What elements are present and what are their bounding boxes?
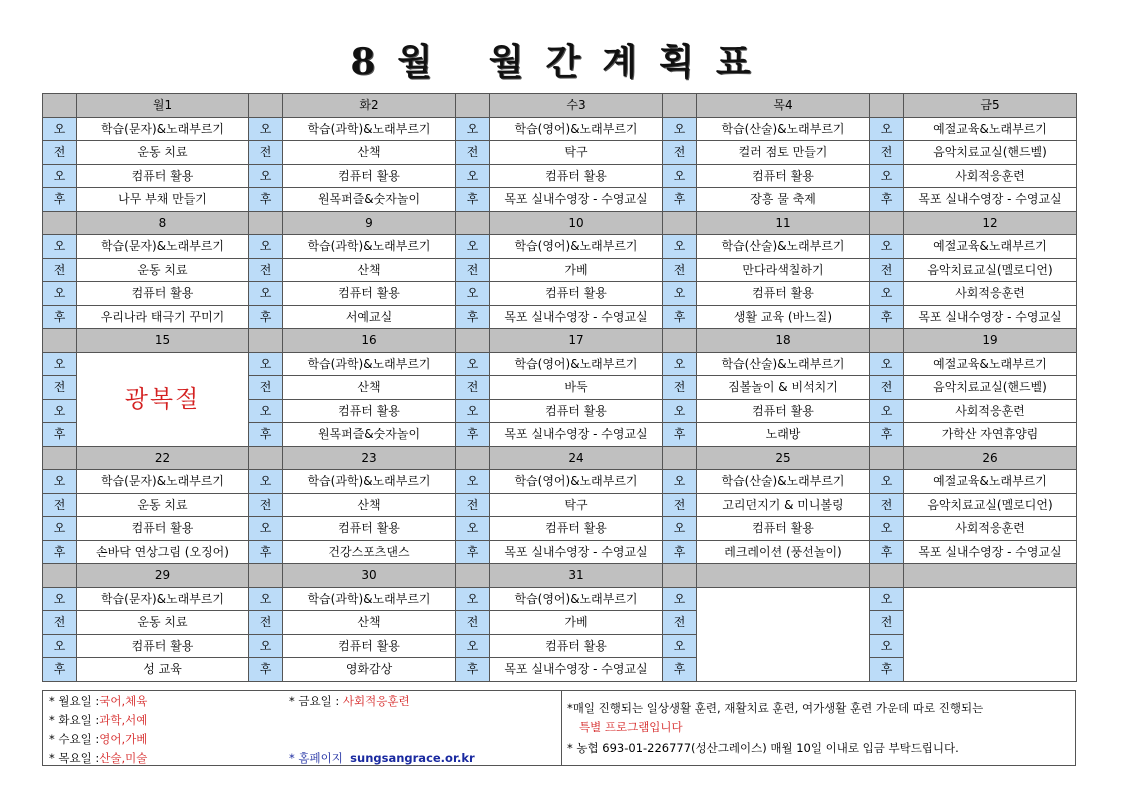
- ampm-label: 오: [663, 235, 697, 259]
- ampm-label: 오: [43, 470, 77, 494]
- activity-cell: 산책: [283, 493, 456, 517]
- ampm-label: 오: [43, 634, 77, 658]
- ampm-header-blank: [870, 211, 904, 235]
- ampm-label: 오: [456, 517, 490, 541]
- empty-day-cell: [904, 587, 1077, 681]
- legend-monday: [49, 694, 147, 708]
- ampm-header-blank: [663, 329, 697, 353]
- legend-label: * 금요일 :: [289, 694, 340, 708]
- activity-cell: 목포 실내수영장 - 수영교실: [904, 305, 1077, 329]
- ampm-label: 오: [663, 470, 697, 494]
- day-date: 17: [490, 329, 663, 353]
- legend-value: 산술,미술: [99, 751, 148, 765]
- activity-cell: 생활 교육 (바느질): [697, 305, 870, 329]
- ampm-header-blank: [43, 564, 77, 588]
- activity-cell: 컴퓨터 활용: [77, 282, 249, 306]
- activity-row: [43, 540, 1077, 564]
- activity-row: [43, 352, 1077, 376]
- activity-cell: 탁구: [490, 141, 663, 165]
- activity-cell: 가학산 자연휴양림: [904, 423, 1077, 447]
- ampm-header-blank: [43, 94, 77, 118]
- activity-cell: 학습(문자)&노래부르기: [77, 470, 249, 494]
- ampm-label: 오: [870, 517, 904, 541]
- ampm-header-blank: [663, 94, 697, 118]
- activity-row: [43, 305, 1077, 329]
- activity-cell: 학습(영어)&노래부르기: [490, 470, 663, 494]
- ampm-label: 오: [249, 470, 283, 494]
- activity-cell: 가베: [490, 258, 663, 282]
- activity-cell: 건강스포츠댄스: [283, 540, 456, 564]
- ampm-label: 후: [249, 188, 283, 212]
- ampm-label: 오: [663, 352, 697, 376]
- ampm-header-blank: [249, 446, 283, 470]
- ampm-label: 후: [663, 423, 697, 447]
- ampm-label: 오: [43, 587, 77, 611]
- ampm-label: 후: [663, 188, 697, 212]
- day-date: 23: [283, 446, 456, 470]
- ampm-header-blank: [870, 446, 904, 470]
- ampm-label: 전: [249, 376, 283, 400]
- activity-cell: 학습(영어)&노래부르기: [490, 587, 663, 611]
- ampm-label: 전: [870, 493, 904, 517]
- ampm-label: 오: [249, 399, 283, 423]
- footer-divider: [561, 691, 562, 765]
- day-date: 30: [283, 564, 456, 588]
- activity-cell: 목포 실내수영장 - 수영교실: [490, 540, 663, 564]
- ampm-label: 오: [43, 164, 77, 188]
- ampm-label: 후: [43, 423, 77, 447]
- ampm-header-blank: [249, 211, 283, 235]
- activity-cell: 컴퓨터 활용: [77, 517, 249, 541]
- activity-cell: 음악치료교실(핸드벨): [904, 141, 1077, 165]
- ampm-label: 전: [663, 611, 697, 635]
- activity-cell: 컴퓨터 활용: [283, 282, 456, 306]
- ampm-label: 전: [43, 376, 77, 400]
- ampm-label: 오: [249, 517, 283, 541]
- ampm-header-blank: [870, 329, 904, 353]
- ampm-label: 오: [43, 235, 77, 259]
- ampm-label: 오: [663, 634, 697, 658]
- day-date: 18: [697, 329, 870, 353]
- activity-cell: 컴퓨터 활용: [490, 282, 663, 306]
- activity-cell: 컴퓨터 활용: [283, 517, 456, 541]
- activity-cell: 산책: [283, 141, 456, 165]
- day-date: 25: [697, 446, 870, 470]
- ampm-label: 오: [43, 352, 77, 376]
- legend-tuesday: [49, 713, 147, 727]
- activity-cell: 컬러 점토 만들기: [697, 141, 870, 165]
- activity-cell: 학습(과학)&노래부르기: [283, 352, 456, 376]
- activity-cell: 학습(영어)&노래부르기: [490, 352, 663, 376]
- ampm-header-blank: [249, 329, 283, 353]
- ampm-label: 전: [663, 493, 697, 517]
- ampm-label: 후: [456, 540, 490, 564]
- day-date: 10: [490, 211, 663, 235]
- ampm-label: 오: [43, 282, 77, 306]
- ampm-header-blank: [456, 94, 490, 118]
- ampm-label: 전: [43, 258, 77, 282]
- ampm-label: 오: [456, 587, 490, 611]
- activity-cell: 컴퓨터 활용: [283, 164, 456, 188]
- ampm-label: 오: [870, 587, 904, 611]
- ampm-label: 오: [249, 282, 283, 306]
- activity-cell: 컴퓨터 활용: [490, 399, 663, 423]
- activity-cell: 학습(과학)&노래부르기: [283, 117, 456, 141]
- ampm-label: 오: [456, 235, 490, 259]
- activity-cell: 장흥 물 축제: [697, 188, 870, 212]
- activity-cell: 학습(과학)&노래부르기: [283, 470, 456, 494]
- ampm-label: 오: [456, 164, 490, 188]
- activity-cell: 운동 치료: [77, 258, 249, 282]
- ampm-label: 후: [870, 188, 904, 212]
- ampm-label: 후: [43, 188, 77, 212]
- ampm-label: 후: [249, 305, 283, 329]
- ampm-header-blank: [663, 564, 697, 588]
- activity-cell: 음악치료교실(핸드벨): [904, 376, 1077, 400]
- activity-cell: 컴퓨터 활용: [283, 634, 456, 658]
- legend-value: 국어,체육: [99, 694, 148, 708]
- activity-cell: 사회적응훈련: [904, 399, 1077, 423]
- note-line-2: 특별 프로그램입니다: [579, 720, 683, 734]
- activity-cell: 나무 부채 만들기: [77, 188, 249, 212]
- activity-cell: 학습(산술)&노래부르기: [697, 235, 870, 259]
- activity-cell: 컴퓨터 활용: [697, 399, 870, 423]
- ampm-header-blank: [456, 329, 490, 353]
- ampm-label: 전: [663, 376, 697, 400]
- activity-cell: 운동 치료: [77, 611, 249, 635]
- week-header-row: [43, 94, 1077, 118]
- activity-cell: 짐볼놀이 & 비석치기: [697, 376, 870, 400]
- legend-label: * 화요일 :: [49, 713, 100, 727]
- ampm-header-blank: [43, 211, 77, 235]
- day-date: 9: [283, 211, 456, 235]
- ampm-label: 오: [456, 282, 490, 306]
- activity-cell: 예절교육&노래부르기: [904, 117, 1077, 141]
- day-date: 화2: [283, 94, 456, 118]
- activity-cell: 컴퓨터 활용: [283, 399, 456, 423]
- ampm-header-blank: [870, 94, 904, 118]
- day-date: 22: [77, 446, 249, 470]
- legend-label: * 수요일 :: [49, 732, 100, 746]
- week-header-row: [43, 329, 1077, 353]
- day-date: 12: [904, 211, 1077, 235]
- day-date: 29: [77, 564, 249, 588]
- monthly-calendar: [42, 93, 1077, 682]
- activity-cell: 학습(과학)&노래부르기: [283, 235, 456, 259]
- activity-cell: 바둑: [490, 376, 663, 400]
- activity-cell: 컴퓨터 활용: [697, 517, 870, 541]
- day-date: [904, 564, 1077, 588]
- activity-row: [43, 141, 1077, 165]
- legend-thursday: [49, 751, 147, 765]
- day-date: 24: [490, 446, 663, 470]
- activity-cell: 노래방: [697, 423, 870, 447]
- activity-cell: 학습(산술)&노래부르기: [697, 470, 870, 494]
- activity-cell: 탁구: [490, 493, 663, 517]
- ampm-label: 전: [43, 493, 77, 517]
- ampm-label: 후: [456, 305, 490, 329]
- activity-cell: 컴퓨터 활용: [490, 164, 663, 188]
- homepage-info: [289, 751, 475, 765]
- activity-cell: 예절교육&노래부르기: [904, 235, 1077, 259]
- activity-cell: 산책: [283, 258, 456, 282]
- activity-row: [43, 282, 1077, 306]
- ampm-label: 후: [663, 305, 697, 329]
- ampm-label: 오: [456, 470, 490, 494]
- activity-cell: 예절교육&노래부르기: [904, 352, 1077, 376]
- activity-cell: 학습(산술)&노래부르기: [697, 352, 870, 376]
- ampm-label: 전: [870, 258, 904, 282]
- activity-cell: 학습(문자)&노래부르기: [77, 587, 249, 611]
- activity-cell: 학습(산술)&노래부르기: [697, 117, 870, 141]
- activity-cell: 운동 치료: [77, 493, 249, 517]
- note-line-1: *매일 진행되는 일상생활 훈련, 재활치료 훈련, 여가생활 훈련 가운데 따로 진행되는: [567, 701, 984, 715]
- ampm-label: 후: [249, 658, 283, 682]
- ampm-label: 전: [249, 493, 283, 517]
- ampm-label: 오: [456, 399, 490, 423]
- day-date: 11: [697, 211, 870, 235]
- ampm-header-blank: [870, 564, 904, 588]
- activity-cell: 사회적응훈련: [904, 517, 1077, 541]
- activity-cell: 학습(과학)&노래부르기: [283, 587, 456, 611]
- ampm-label: 후: [663, 540, 697, 564]
- ampm-label: 전: [43, 611, 77, 635]
- activity-cell: 영화감상: [283, 658, 456, 682]
- ampm-label: 전: [663, 258, 697, 282]
- week-header-row: [43, 211, 1077, 235]
- homepage-link[interactable]: sungsangrace.or.kr: [350, 751, 475, 765]
- ampm-label: 후: [870, 305, 904, 329]
- ampm-header-blank: [456, 446, 490, 470]
- activity-cell: 학습(문자)&노래부르기: [77, 117, 249, 141]
- activity-cell: 예절교육&노래부르기: [904, 470, 1077, 494]
- ampm-label: 전: [870, 141, 904, 165]
- day-date: 월1: [77, 94, 249, 118]
- ampm-label: 전: [456, 258, 490, 282]
- ampm-label: 오: [870, 282, 904, 306]
- day-date: 19: [904, 329, 1077, 353]
- activity-row: [43, 587, 1077, 611]
- activity-cell: 컴퓨터 활용: [697, 282, 870, 306]
- note-line-3: * 농협 693-01-226777(성산그레이스) 매월 10일 이내로 입금 부탁드립니다.: [567, 741, 959, 755]
- day-date: 31: [490, 564, 663, 588]
- legend-value: 과학,서예: [99, 713, 148, 727]
- activity-cell: 사회적응훈련: [904, 164, 1077, 188]
- activity-cell: 학습(영어)&노래부르기: [490, 235, 663, 259]
- activity-cell: 산책: [283, 376, 456, 400]
- ampm-label: 전: [870, 611, 904, 635]
- legend-label: * 월요일 :: [49, 694, 100, 708]
- ampm-label: 후: [249, 423, 283, 447]
- ampm-label: 오: [249, 117, 283, 141]
- day-date: 금5: [904, 94, 1077, 118]
- ampm-label: 전: [663, 141, 697, 165]
- ampm-label: 오: [663, 164, 697, 188]
- activity-cell: 학습(문자)&노래부르기: [77, 235, 249, 259]
- ampm-label: 오: [456, 117, 490, 141]
- ampm-label: 후: [870, 540, 904, 564]
- ampm-label: 후: [870, 423, 904, 447]
- ampm-label: 후: [43, 305, 77, 329]
- legend-friday: [289, 694, 410, 708]
- day-date: 15: [77, 329, 249, 353]
- activity-cell: 목포 실내수영장 - 수영교실: [904, 540, 1077, 564]
- day-date: 목4: [697, 94, 870, 118]
- day-date: 수3: [490, 94, 663, 118]
- ampm-label: 전: [249, 141, 283, 165]
- ampm-header-blank: [43, 329, 77, 353]
- legend-label: * 목요일 :: [49, 751, 100, 765]
- activity-cell: 목포 실내수영장 - 수영교실: [490, 423, 663, 447]
- ampm-label: 오: [663, 587, 697, 611]
- activity-cell: 음악치료교실(멜로디언): [904, 258, 1077, 282]
- ampm-label: 오: [663, 117, 697, 141]
- week-header-row: [43, 564, 1077, 588]
- activity-cell: 컴퓨터 활용: [490, 634, 663, 658]
- ampm-label: 전: [249, 258, 283, 282]
- activity-cell: 원목퍼즐&숫자놀이: [283, 188, 456, 212]
- ampm-label: 후: [456, 188, 490, 212]
- activity-cell: 학습(영어)&노래부르기: [490, 117, 663, 141]
- activity-cell: 성 교육: [77, 658, 249, 682]
- day-date: 8: [77, 211, 249, 235]
- empty-day-cell: [697, 587, 870, 681]
- activity-cell: 사회적응훈련: [904, 282, 1077, 306]
- activity-cell: 우리나라 태극기 꾸미기: [77, 305, 249, 329]
- ampm-label: 전: [456, 493, 490, 517]
- ampm-header-blank: [663, 446, 697, 470]
- activity-cell: 목포 실내수영장 - 수영교실: [490, 305, 663, 329]
- activity-row: [43, 517, 1077, 541]
- ampm-label: 오: [249, 235, 283, 259]
- ampm-label: 오: [663, 399, 697, 423]
- activity-row: [43, 117, 1077, 141]
- ampm-label: 후: [249, 540, 283, 564]
- activity-cell: 목포 실내수영장 - 수영교실: [490, 658, 663, 682]
- ampm-label: 오: [43, 117, 77, 141]
- ampm-label: 오: [870, 235, 904, 259]
- activity-cell: 서예교실: [283, 305, 456, 329]
- ampm-label: 후: [663, 658, 697, 682]
- homepage-label: * 홈페이지: [289, 751, 343, 765]
- activity-cell: 레크레이션 (풍선놀이): [697, 540, 870, 564]
- ampm-header-blank: [249, 564, 283, 588]
- activity-row: [43, 235, 1077, 259]
- ampm-header-blank: [43, 446, 77, 470]
- activity-cell: 고리던지기 & 미니볼링: [697, 493, 870, 517]
- activity-cell: 음악치료교실(멜로디언): [904, 493, 1077, 517]
- ampm-label: 후: [456, 423, 490, 447]
- activity-cell: 컴퓨터 활용: [77, 634, 249, 658]
- ampm-label: 오: [663, 517, 697, 541]
- ampm-label: 오: [43, 399, 77, 423]
- ampm-label: 오: [43, 517, 77, 541]
- day-date: [697, 564, 870, 588]
- ampm-label: 오: [456, 352, 490, 376]
- activity-cell: 목포 실내수영장 - 수영교실: [904, 188, 1077, 212]
- ampm-label: 전: [456, 141, 490, 165]
- ampm-header-blank: [456, 564, 490, 588]
- week-header-row: [43, 446, 1077, 470]
- ampm-label: 오: [249, 634, 283, 658]
- ampm-label: 전: [456, 376, 490, 400]
- activity-cell: 손바닥 연상그림 (오징어): [77, 540, 249, 564]
- ampm-label: 오: [249, 587, 283, 611]
- activity-cell: 컴퓨터 활용: [77, 164, 249, 188]
- activity-row: [43, 258, 1077, 282]
- activity-row: [43, 164, 1077, 188]
- page-title: 8월 월간계획표: [350, 41, 773, 83]
- ampm-label: 전: [249, 611, 283, 635]
- ampm-label: 오: [870, 352, 904, 376]
- ampm-header-blank: [456, 211, 490, 235]
- activity-cell: 목포 실내수영장 - 수영교실: [490, 188, 663, 212]
- ampm-label: 오: [870, 164, 904, 188]
- activity-row: [43, 470, 1077, 494]
- ampm-label: 후: [456, 658, 490, 682]
- ampm-label: 오: [249, 164, 283, 188]
- ampm-label: 전: [870, 376, 904, 400]
- ampm-label: 오: [870, 399, 904, 423]
- activity-cell: 컴퓨터 활용: [697, 164, 870, 188]
- activity-cell: 원목퍼즐&숫자놀이: [283, 423, 456, 447]
- activity-cell: 운동 치료: [77, 141, 249, 165]
- activity-cell: 가베: [490, 611, 663, 635]
- activity-cell: 컴퓨터 활용: [490, 517, 663, 541]
- legend-wednesday: [49, 732, 147, 746]
- activity-row: [43, 188, 1077, 212]
- activity-cell: 만다라색칠하기: [697, 258, 870, 282]
- ampm-label: 전: [456, 611, 490, 635]
- ampm-label: 오: [870, 470, 904, 494]
- ampm-label: 후: [870, 658, 904, 682]
- ampm-header-blank: [249, 94, 283, 118]
- ampm-label: 오: [249, 352, 283, 376]
- ampm-label: 전: [43, 141, 77, 165]
- day-date: 26: [904, 446, 1077, 470]
- footer-notes: [42, 690, 1076, 766]
- activity-cell: 산책: [283, 611, 456, 635]
- activity-row: [43, 493, 1077, 517]
- ampm-header-blank: [663, 211, 697, 235]
- legend-value: 사회적응훈련: [342, 694, 410, 708]
- ampm-label: 오: [870, 117, 904, 141]
- holiday-label: 광복절: [77, 352, 249, 446]
- ampm-label: 오: [456, 634, 490, 658]
- ampm-label: 후: [43, 658, 77, 682]
- ampm-label: 오: [663, 282, 697, 306]
- legend-value: 영어,가베: [99, 732, 148, 746]
- ampm-label: 오: [870, 634, 904, 658]
- day-date: 16: [283, 329, 456, 353]
- ampm-label: 후: [43, 540, 77, 564]
